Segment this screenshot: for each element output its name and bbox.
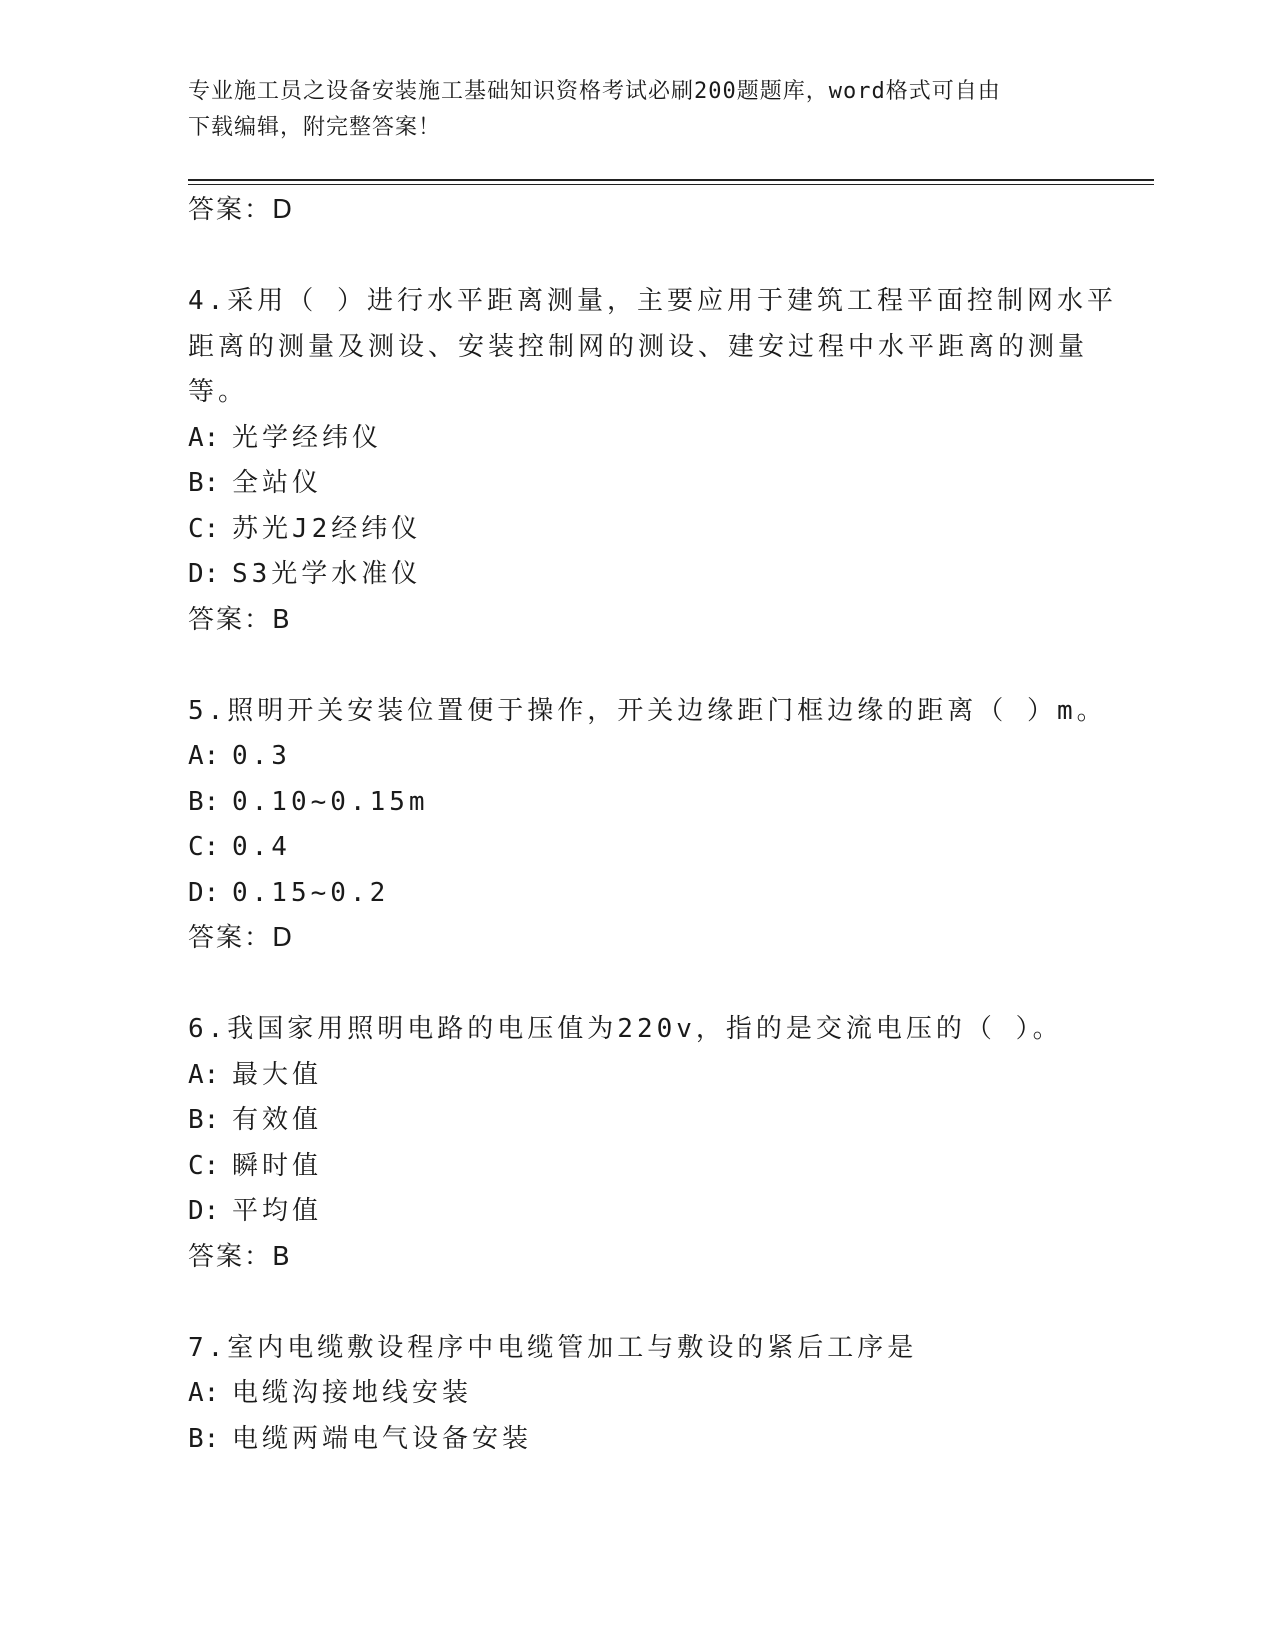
option-text: 电缆两端电气设备安装	[232, 1423, 533, 1454]
answer-line: 答案：B	[188, 604, 292, 635]
option-key: A:	[188, 741, 220, 771]
option-key: C:	[188, 513, 220, 544]
option-text: 最大值	[232, 1059, 323, 1090]
option-text: 光学经纬仪	[232, 422, 383, 453]
option-d	[188, 1189, 1088, 1235]
option-key: D:	[188, 559, 220, 589]
option-b	[188, 461, 1088, 507]
option-key: B:	[188, 1423, 220, 1454]
spacer	[188, 234, 1088, 280]
option-a	[188, 1053, 1088, 1099]
option-text: 全站仪	[232, 468, 323, 498]
spacer	[188, 643, 1088, 689]
option-text: 0.4	[232, 832, 291, 862]
answer-line: 答案：D	[188, 923, 295, 953]
option-c	[188, 1144, 1088, 1190]
option-key: B:	[188, 786, 220, 817]
option-text: 0.15~0.2	[232, 877, 390, 908]
option-a	[188, 416, 1088, 462]
option-key: D:	[188, 877, 220, 908]
spacer	[188, 1280, 1088, 1326]
previous-answer: 答案：D	[188, 195, 295, 225]
option-text: 瞬时值	[232, 1150, 323, 1181]
header-line-2: 下载编辑，附完整答案！	[188, 115, 442, 140]
option-text: 0.10~0.15m	[232, 786, 429, 817]
question-4	[188, 279, 1117, 643]
header-divider-thick	[188, 179, 1154, 181]
option-b	[188, 1417, 1088, 1463]
answer-line: 答案：B	[188, 1241, 292, 1272]
question-text-line: 7.室内电缆敷设程序中电缆管加工与敷设的紧后工序是	[188, 1332, 918, 1363]
option-text: S3光学水准仪	[232, 559, 422, 589]
question-text-line: 6.我国家用照明电路的电压值为220v，指的是交流电压的（ ）。	[188, 1014, 1063, 1044]
option-text: 有效值	[232, 1105, 323, 1135]
option-key: B:	[188, 1105, 220, 1135]
option-key: A:	[188, 422, 220, 453]
option-text: 苏光J2经纬仪	[232, 513, 422, 544]
option-text: 0.3	[232, 741, 291, 771]
spacer	[188, 962, 1088, 1008]
option-key: D:	[188, 1196, 220, 1226]
option-text: 平均值	[232, 1196, 323, 1226]
question-7	[188, 1326, 1088, 1463]
option-d	[188, 871, 1088, 917]
option-c	[188, 825, 1088, 871]
question-text-line: 距离的测量及测设、安装控制网的测设、建安过程中水平距离的测量	[188, 331, 1089, 362]
question-text-line: 4.采用（ ）进行水平距离测量，主要应用于建筑工程平面控制网水平	[188, 286, 1117, 316]
option-key: A:	[188, 1059, 220, 1090]
header-line-1: 专业施工员之设备安装施工基础知识资格考试必刷200题题库，word格式可自由	[188, 79, 1001, 104]
option-d	[188, 552, 1088, 598]
question-6	[188, 1007, 1088, 1280]
question-list	[188, 188, 1117, 1462]
option-key: C:	[188, 832, 220, 862]
question-text-line: 5.照明开关安装位置便于操作，开关边缘距门框边缘的距离（ ）m。	[188, 695, 1107, 726]
option-a	[188, 734, 1088, 780]
option-b	[188, 780, 1088, 826]
option-key: A:	[188, 1378, 220, 1408]
option-text: 电缆沟接地线安装	[232, 1378, 473, 1408]
header-divider-thin	[188, 184, 1154, 185]
option-key: C:	[188, 1150, 220, 1181]
page-header	[188, 74, 1088, 146]
option-b	[188, 1098, 1088, 1144]
question-text-line: 等。	[188, 377, 249, 407]
option-key: B:	[188, 468, 220, 498]
option-a	[188, 1371, 1088, 1417]
option-c	[188, 507, 1088, 553]
question-5	[188, 689, 1107, 962]
